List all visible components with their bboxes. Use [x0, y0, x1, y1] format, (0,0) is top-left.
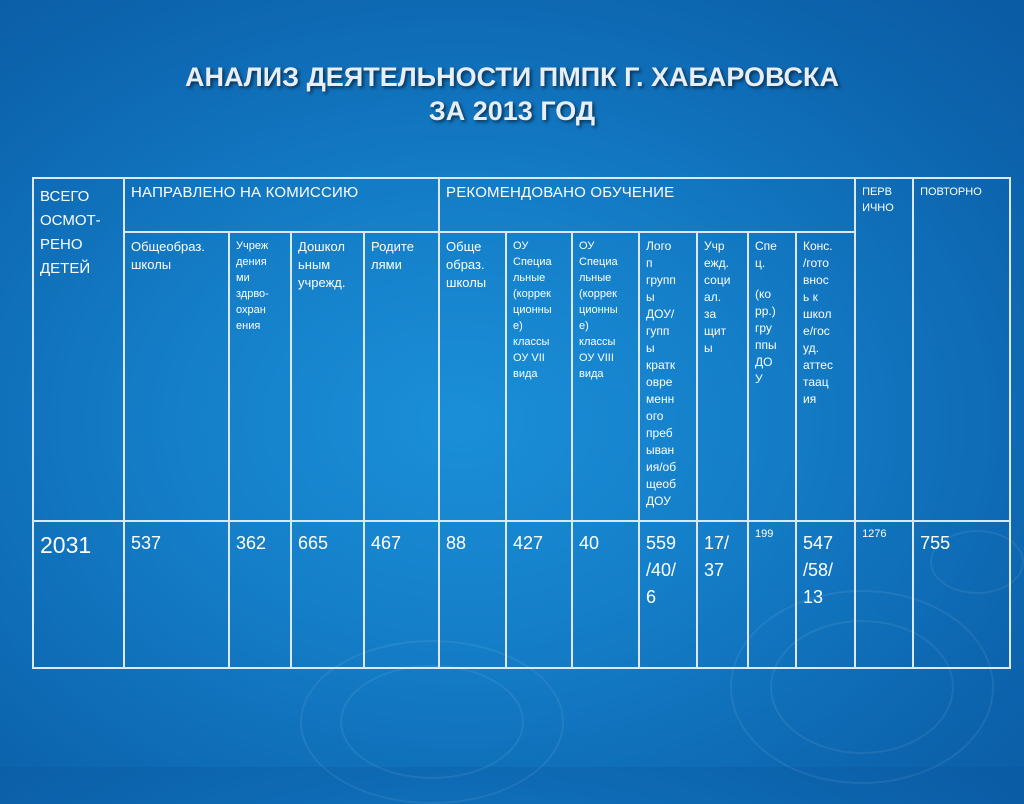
ripple-decoration [340, 665, 524, 779]
recommended-col-special-groups: Спе ц. (ко рр.) гру ппы ДО У [748, 232, 796, 521]
group-header-commission: НАПРАВЛЕНО НА КОМИССИЮ [124, 178, 439, 232]
recommended-col-schools: Обще образ. школы [439, 232, 506, 521]
value-primary: 1276 [855, 521, 913, 668]
title-line-1: АНАЛИЗ ДЕЯТЕЛЬНОСТИ ПМПК Г. ХАБАРОВСКА [184, 62, 840, 92]
recommended-col-ou-vii: ОУ Специа льные (коррек ционны е) классы ОУ VII вида [506, 232, 572, 521]
group-header-recommended: РЕКОМЕНДОВАНО ОБУЧЕНИЕ [439, 178, 855, 232]
recommended-col-social: Учр ежд. соци ал. за щит ы [697, 232, 748, 521]
value-commission-preschool: 665 [291, 521, 364, 668]
value-total: 2031 [33, 521, 124, 668]
value-recommended-social: 17/ 37 [697, 521, 748, 668]
repeat-header: ПОВТОРНО [913, 178, 1010, 521]
recommended-col-logoped-groups: Лого п групп ы ДОУ/ гупп ы кратк овре менн ого преб ыван ия/об щеоб ДОУ [639, 232, 697, 521]
title-line-2: ЗА 2013 ГОД [428, 96, 596, 126]
recommended-col-ou-viii: ОУ Специа льные (коррек ционны е) классы ОУ VIII вида [572, 232, 639, 521]
recommended-col-consultation: Конс. /гото внос ь к школ е/гос уд. аттес таац ия [796, 232, 855, 521]
statistics-table [32, 177, 1011, 669]
value-recommended-special: 199 [748, 521, 796, 668]
value-recommended-consultation: 547 /58/ 13 [796, 521, 855, 668]
total-examined-header: ВСЕГО ОСМОТ- РЕНО ДЕТЕЙ [33, 178, 124, 521]
commission-col-schools: Общеобраз. школы [124, 232, 229, 521]
value-commission-parents: 467 [364, 521, 439, 668]
commission-col-parents: Родите лями [364, 232, 439, 521]
commission-col-health: Учреж дения ми здрво- охран ения [229, 232, 291, 521]
primary-header: ПЕРВ ИЧНО [855, 178, 913, 521]
value-commission-schools: 537 [124, 521, 229, 668]
value-recommended-logoped: 559 /40/ 6 [639, 521, 697, 668]
value-commission-health: 362 [229, 521, 291, 668]
value-recommended-ou-viii: 40 [572, 521, 639, 668]
value-recommended-schools: 88 [439, 521, 506, 668]
value-recommended-ou-vii: 427 [506, 521, 572, 668]
commission-col-preschool: Дошкол ьным учрежд. [291, 232, 364, 521]
value-repeat: 755 [913, 521, 1010, 668]
slide-title [0, 60, 1024, 128]
